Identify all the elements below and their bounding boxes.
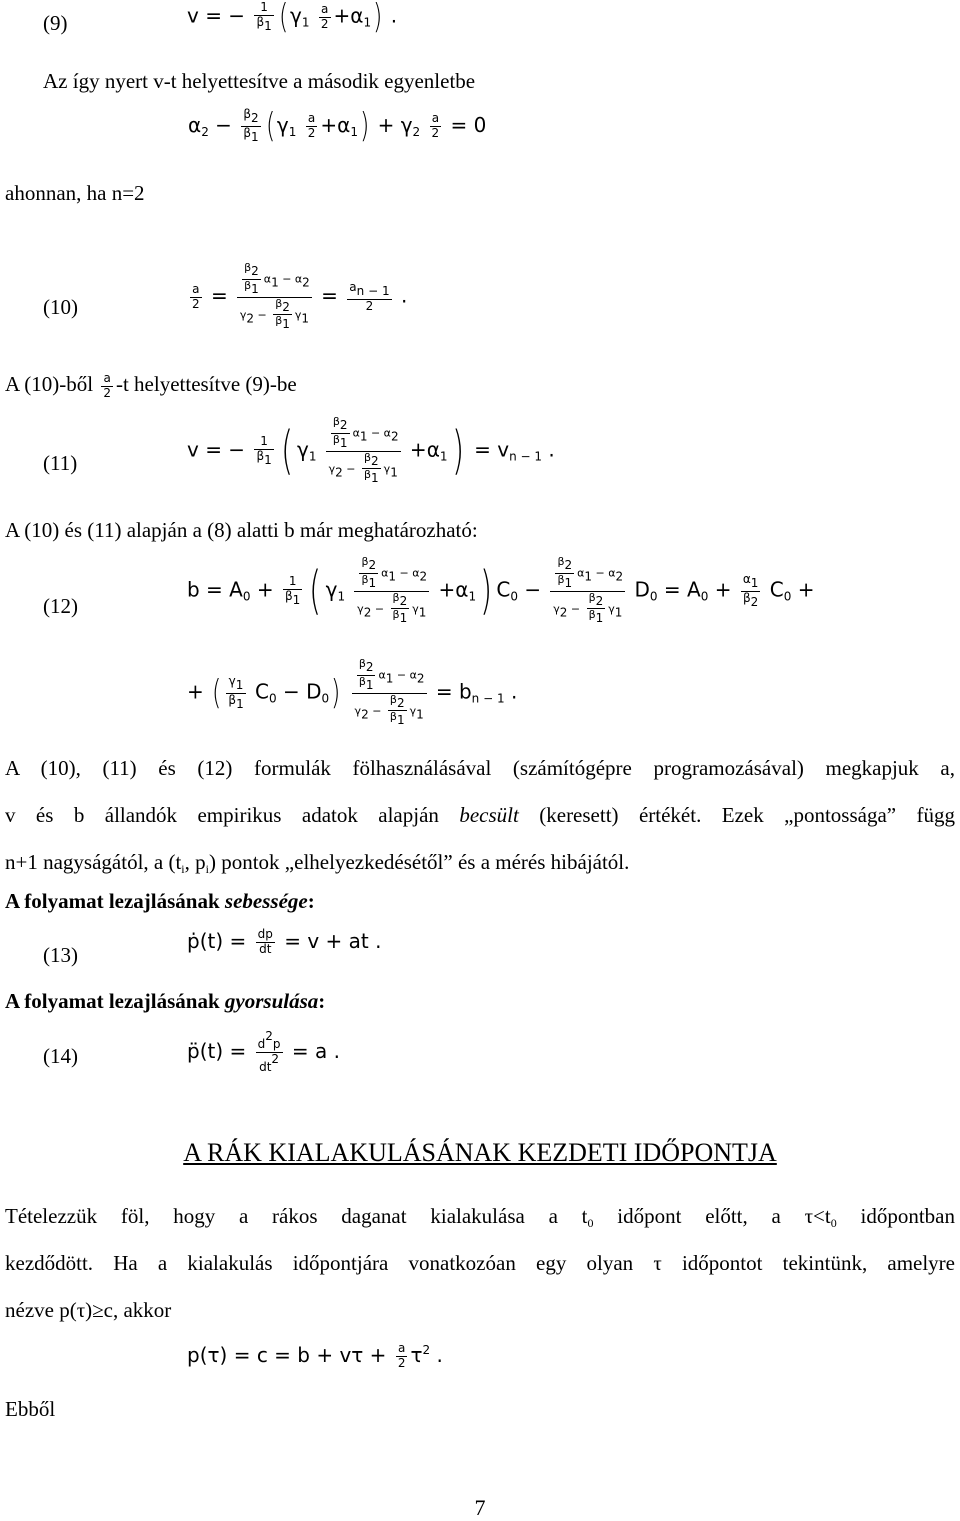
eq11-label: (11) bbox=[43, 451, 78, 475]
paragraph-telelezzuk-line1 bbox=[5, 1203, 955, 1236]
paragraph-10-bol bbox=[5, 371, 297, 400]
paragraph-formulak-line2 bbox=[5, 802, 955, 828]
eq12-label: (12) bbox=[43, 594, 78, 618]
heading-gyorsulasa: A folyamat lezajlásának gyorsulása: bbox=[5, 989, 326, 1013]
a-over-2: $\frac{a}{2}$ bbox=[103, 370, 111, 400]
eq13-label: (13) bbox=[43, 943, 78, 967]
text-segment: Tételezzük föl, hogy a rákos daganat kialakulása a t bbox=[5, 1204, 588, 1228]
emphasis-sebessege: sebessége bbox=[224, 889, 308, 913]
text-segment: ) pontok „elhelyezkedésétől” és a mérés hibájától. bbox=[208, 850, 630, 874]
equation-13: ṗ(t) = $\frac{dp}{dt}$ = v + at . bbox=[187, 927, 382, 956]
text-segment: időpontban bbox=[860, 1204, 955, 1228]
paragraph-telelezzuk-line2: kezdődött. Ha a kialakulás időpontjára vonatkozóan egy olyan τ időpontot tekintünk, amelyre bbox=[5, 1251, 955, 1275]
equation-12-line1: $b = A_0$ + $\frac{1}{\beta_1}$ ( $\gamma_1$ $\frac{\beta_2}{\beta_1}$ $\alpha_1 - \alpha_2$ $\gamma_2$ − $\frac{\beta_2}{\beta_1}$ $\gamma_1$ $+\alpha_1$) $C_0$ − $\frac{\beta_2}{\beta_1}$ $\alpha_1 - \alpha_2$ $\gamma_2$ − $\frac{\beta_2}{\beta_1}$ $\gamma_1$ $D_0 = A_0$ + $\frac{\alpha_1}{\beta_2}$ $C_0$ + bbox=[187, 555, 815, 626]
paragraph-formulak-line3 bbox=[5, 849, 629, 882]
subscript: i bbox=[181, 862, 185, 876]
page-number: 7 bbox=[474, 1495, 486, 1520]
subscript: 0 bbox=[587, 1216, 594, 1230]
equation-9: v = − $\frac{1}{\beta_1}$ ($\gamma_1$ $\frac{a}{2}$ $+\alpha_1$) . bbox=[187, 0, 398, 37]
text-segment: n+1 nagyságától, a (t bbox=[5, 850, 182, 874]
text-segment: A folyamat lezajlásának bbox=[5, 889, 220, 913]
text-segment: A folyamat lezajlásának bbox=[5, 989, 220, 1013]
paragraph-telelezzuk-line3: nézve p(τ)≥c, akkor bbox=[5, 1298, 172, 1322]
p3-pre: A (10)-ből bbox=[5, 372, 94, 396]
section-title-text: A RÁK KIALAKULÁSÁNAK KEZDETI IDŐPONTJA bbox=[183, 1138, 777, 1167]
paragraph-substitution: Az így nyert v-t helyettesítve a második egyenletbe bbox=[43, 69, 476, 93]
paragraph-formulak-line1: A (10), (11) és (12) formulák fölhasználásával (számítógépre programozásával) megkapjuk a, bbox=[5, 756, 955, 780]
eq14-label: (14) bbox=[43, 1044, 78, 1068]
subscript: i bbox=[205, 862, 209, 876]
section-title bbox=[0, 1138, 960, 1168]
paragraph-ebbol: Ebből bbox=[5, 1397, 56, 1421]
eq9-label: (9) bbox=[43, 11, 68, 35]
text-segment: , p bbox=[184, 850, 206, 874]
equation-second: $\alpha_2$ − $\frac{\beta_2}{\beta_1}$ ($\gamma_1$ $\frac{a}{2}$ $+\alpha_1) + \gamma_2$ $\frac{a}{2}$ = 0 bbox=[188, 106, 487, 147]
subscript: 0 bbox=[830, 1216, 837, 1230]
text-segment: (keresett) értékét. Ezek „pontossága” függ bbox=[539, 803, 956, 827]
heading-sebessege: A folyamat lezajlásának sebessége: bbox=[5, 889, 315, 913]
emphasis-gyorsulasa: gyorsulása bbox=[224, 989, 319, 1013]
eq10-label: (10) bbox=[43, 295, 78, 319]
text-segment: időpont előtt, a τ<t bbox=[617, 1204, 831, 1228]
equation-10: $\frac{a}{2}$ = $\frac{\beta_2}{\beta_1}$ $\alpha_1 - \alpha_2$ $\gamma_2$ − $\frac{\beta_2}{\beta_1}$ $\gamma_1$ = $\frac{a_{n - 1}}{2}$ . bbox=[192, 261, 408, 332]
equation-12-line2: + ( $\frac{\gamma_1}{\beta_1}$ $C_0 - D_0$) $\frac{\beta_2}{\beta_1}$ $\alpha_1 - \alpha_2$ $\gamma_2$ − $\frac{\beta_2}{\beta_1}$ $\gamma_1$ = $b_{n - 1}$ . bbox=[187, 657, 518, 728]
paragraph-ahonnan: ahonnan, ha n=2 bbox=[5, 181, 145, 205]
paragraph-10-11: A (10) és (11) alapján a (8) alatti b már meghatározható: bbox=[5, 518, 478, 542]
equation-p-tau: p(τ) = c = b + vτ + $\frac{a}{2}$ $\tau^2$ . bbox=[187, 1341, 443, 1370]
text-segment: v és b állandók empirikus adatok alapján bbox=[5, 803, 439, 827]
equation-14: p̈(t) = $\frac{d^2p}{dt^2}$ = a . bbox=[187, 1029, 340, 1074]
emphasis-becsult: becsült bbox=[459, 803, 519, 827]
p3-post: -t helyettesítve (9)-be bbox=[115, 372, 297, 396]
equation-11: v = − $\frac{1}{\beta_1}$ ( $\gamma_1$ $\frac{\beta_2}{\beta_1}$ $\alpha_1 - \alpha_2$ $\gamma_2$ − $\frac{\beta_2}{\beta_1}$ $\gamma_1$ $+\alpha_1) = v_{n - 1}$ . bbox=[187, 415, 555, 486]
